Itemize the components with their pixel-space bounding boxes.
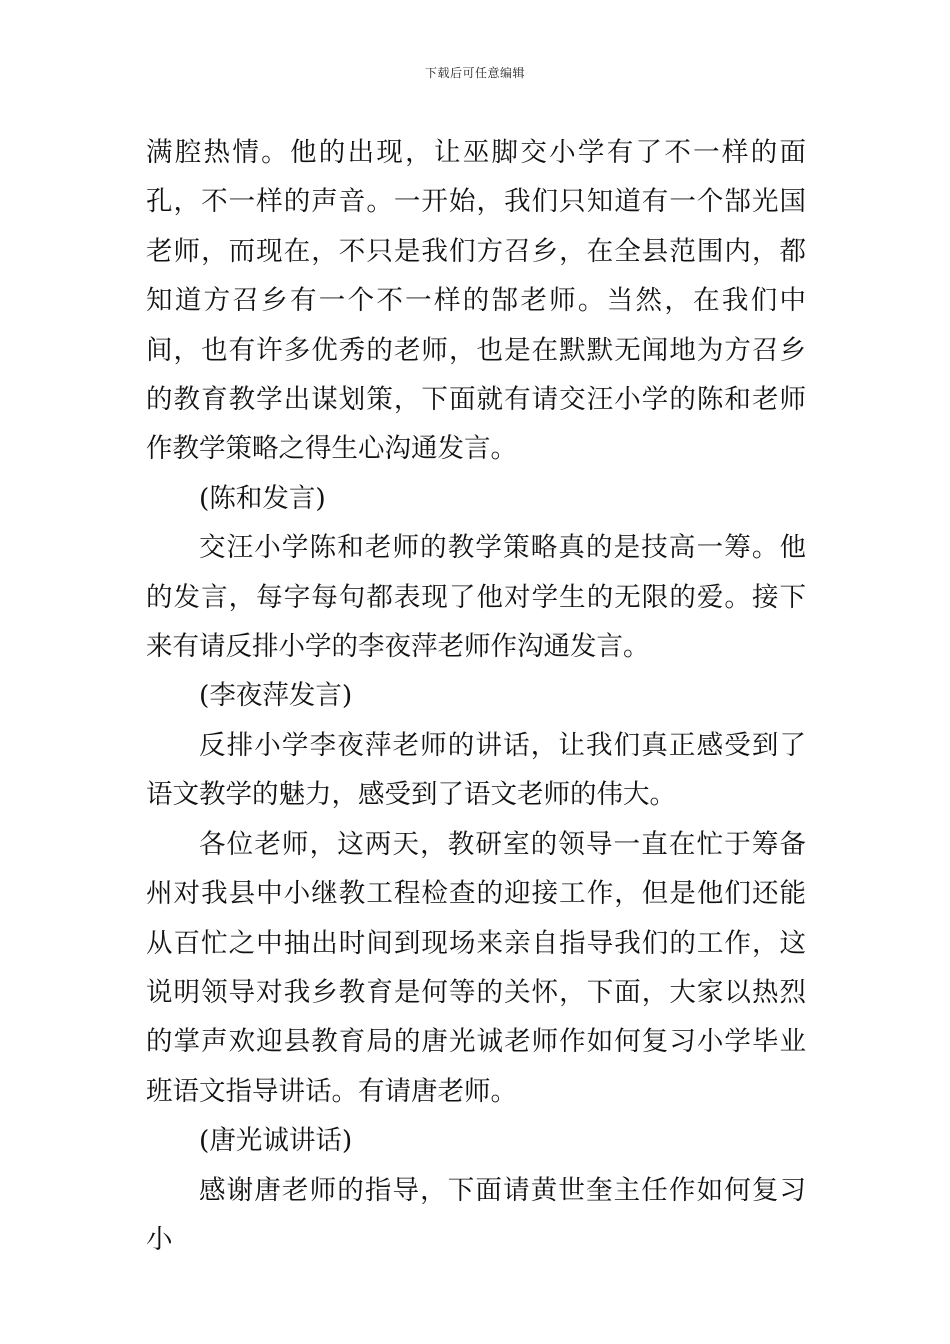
paragraph-5: 反排小学李夜萍老师的讲话，让我们真正感受到了语文教学的魅力，感受到了语文老师的伟大。 [146, 729, 806, 811]
paragraph-7: (唐光诚讲话) [199, 1125, 353, 1157]
paragraph-8: 感谢唐老师的指导，下面请黄世奎主任作如何复习小 [146, 1174, 806, 1255]
paragraph-3: 交汪小学陈和老师的教学策略真的是技高一筹。他的发言，每字每句都表现了他对学生的无限的爱。接下来有请反排小学的李夜萍老师作沟通发言。 [146, 532, 806, 663]
paragraph-4: (李夜萍发言) [199, 680, 353, 712]
paragraph-6: 各位老师，这两天，教研室的领导一直在忙于筹备州对我县中小继教工程检查的迎接工作，但是他们还能从百忙之中抽出时间到现场来亲自指导我们的工作，这说明领导对我乡教育是何等的关怀，下面，大家以热烈的掌声欢迎县教育局的唐光诚老师作如何复习小学毕业班语文指导讲话。有请唐老师。 [146, 828, 806, 1107]
document-body [146, 128, 806, 1264]
paragraph-1: 满腔热情。他的出现，让巫脚交小学有了不一样的面孔，不一样的声音。一开始，我们只知道有一个郜光国老师，而现在，不只是我们方召乡，在全县范围内，都知道方召乡有一个不一样的郜老师。当然，在我们中间，也有许多优秀的老师，也是在默默无闻地为方召乡的教育教学出谋划策，下面就有请交汪小学的陈和老师作教学策略之得生心沟通发言。 [146, 137, 806, 465]
paragraph-2: (陈和发言) [199, 482, 326, 514]
page-header: 下载后可任意编辑 [424, 66, 525, 80]
